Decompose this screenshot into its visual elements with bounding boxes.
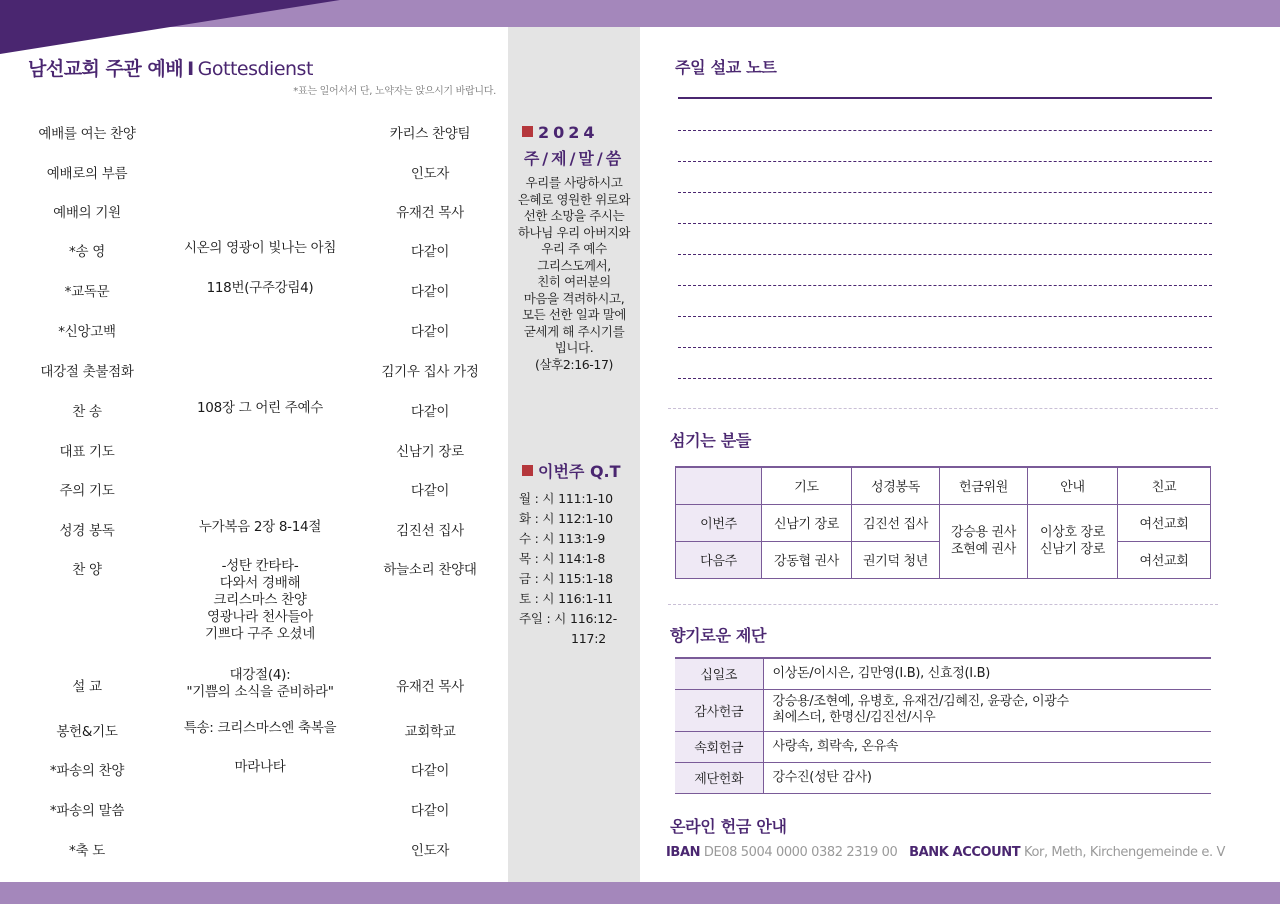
note-line	[678, 223, 1212, 224]
order-item: 성경 봉독	[59, 523, 115, 539]
online-giving-title: 온라인 헌금 안내	[670, 817, 787, 836]
theme-heading	[522, 123, 599, 142]
order-content: 특송: 크리스마스엔 축복을	[183, 720, 337, 736]
offering-label: 십일조	[675, 658, 763, 689]
servers-header: 기도	[762, 467, 852, 504]
note-line	[678, 378, 1212, 379]
order-leader: 신남기 장로	[396, 444, 464, 460]
qt-item: 목 : 시 114:1-8	[519, 551, 606, 566]
offering-label: 속회헌금	[675, 731, 763, 762]
order-item: 봉헌&기도	[56, 724, 118, 740]
offering-label: 감사헌금	[675, 689, 763, 731]
order-leader: 다같이	[410, 244, 450, 260]
order-leader: 유재건 목사	[396, 205, 464, 221]
title-korean: 남선교회 주관 예배	[28, 58, 184, 80]
info-panel	[640, 27, 1280, 882]
servers-row-label: 다음주	[676, 541, 762, 578]
order-content: 118번(구주강림4)	[206, 280, 314, 296]
theme-title: 주/제/말/씀	[523, 149, 625, 168]
title-separator: I	[187, 58, 194, 80]
theme-column	[508, 27, 640, 882]
section-divider	[668, 408, 1218, 409]
order-item: 찬 송	[72, 404, 102, 420]
qt-heading-text: 이번주 Q.T	[538, 462, 621, 481]
order-leader: 다같이	[410, 803, 450, 819]
note-line	[678, 192, 1212, 193]
order-leader: 다같이	[410, 483, 450, 499]
order-content: 마라나타	[234, 759, 286, 775]
order-leader: 다같이	[410, 284, 450, 300]
bank-account-label: BANK ACCOUNT	[909, 845, 1021, 860]
order-leader: 하늘소리 찬양대	[383, 562, 477, 578]
order-content: -성탄 칸타타- 다와서 경배해 크리스마스 찬양 영광나라 천사들아 기쁘다 구주 오셨네	[205, 558, 315, 642]
servers-cell: 신남기 장로	[762, 504, 852, 541]
note-line	[678, 347, 1212, 348]
order-item: 예배로의 부름	[46, 166, 128, 182]
order-item: *파송의 찬양	[49, 763, 125, 779]
servers-title: 섬기는 분들	[670, 431, 752, 450]
section-divider	[668, 604, 1218, 605]
servers-row-label: 이번주	[676, 504, 762, 541]
qt-item: 주일 : 시 116:12-	[519, 611, 618, 626]
order-leader: 카리스 찬양팀	[389, 126, 471, 142]
servers-cell: 여선교회	[1118, 504, 1211, 541]
offering-value: 강승용/조현예, 유병호, 유재건/김혜진, 윤광순, 이광수 최에스더, 한명신/김진선/시우	[763, 689, 1211, 731]
order-item: *교독문	[64, 284, 110, 300]
order-item: *신앙고백	[58, 324, 116, 340]
order-leader: 유재건 목사	[396, 679, 464, 695]
offerings-table	[675, 657, 1211, 794]
qt-list	[519, 489, 639, 649]
order-content: 누가복음 2장 8-14절	[198, 519, 322, 535]
square-marker-icon	[522, 126, 533, 137]
servers-header: 안내	[1028, 467, 1118, 504]
servers-usher-cell: 이상호 장로 신남기 장로	[1028, 504, 1118, 578]
order-item: *축 도	[69, 843, 105, 859]
note-line	[678, 130, 1212, 131]
note-line	[678, 254, 1212, 255]
order-leader: 김기우 집사 가정	[381, 364, 479, 380]
worship-order-panel	[0, 27, 508, 882]
order-leader: 다같이	[410, 324, 450, 340]
order-leader: 인도자	[410, 166, 450, 182]
offering-value: 사랑속, 희락속, 온유속	[763, 731, 1211, 762]
theme-verse: 우리를 사랑하시고 은혜로 영원한 위로와 선한 소망을 주시는 하나님 우리 아버지와 우리 주 예수 그리스도께서, 친히 여러분의 마음을 격려하시고, 모든 선한 일과 말에 굳세게 해 주시기를 빕니다. (살후2:16-17)	[517, 175, 631, 372]
servers-cell: 김진선 집사	[852, 504, 940, 541]
order-item: 예배를 여는 찬양	[38, 126, 136, 142]
qt-heading	[522, 459, 621, 482]
order-item: 대표 기도	[59, 444, 115, 460]
note-line	[678, 161, 1212, 162]
order-item: 예배의 기원	[53, 205, 121, 221]
order-leader: 인도자	[410, 843, 450, 859]
order-item: *송 영	[69, 244, 105, 260]
servers-header: 헌금위원	[940, 467, 1028, 504]
servers-cell: 강동협 권사	[762, 541, 852, 578]
order-item: 설 교	[72, 679, 102, 695]
servers-header: 성경봉독	[852, 467, 940, 504]
order-item: 대강절 촛불점화	[40, 364, 134, 380]
page-title	[28, 54, 313, 81]
bank-account-value: Kor, Meth, Kirchengemeinde e. V	[1023, 845, 1225, 860]
order-leader: 김진선 집사	[396, 523, 464, 539]
order-content: 대강절(4): "기쁨의 소식을 준비하라"	[186, 667, 334, 700]
servers-table	[675, 466, 1211, 579]
order-content: 108장 그 어린 주예수	[196, 400, 324, 416]
qt-item: 화 : 시 112:1-10	[519, 511, 613, 526]
order-item: 주의 기도	[59, 483, 115, 499]
iban-value: DE08 5004 0000 0382 2319 00	[703, 845, 898, 860]
sermon-notes-title: 주일 설교 노트	[675, 58, 777, 77]
title-german: Gottesdienst	[197, 58, 313, 80]
order-item: 찬 양	[72, 562, 102, 578]
square-marker-icon	[522, 465, 533, 476]
servers-corner-cell	[676, 467, 762, 504]
bottom-band	[0, 882, 1280, 904]
order-leader: 다같이	[410, 404, 450, 420]
order-leader: 교회학교	[404, 724, 456, 740]
qt-item: 수 : 시 113:1-9	[519, 531, 606, 546]
order-leader: 다같이	[410, 763, 450, 779]
offering-label: 제단헌화	[675, 762, 763, 793]
bank-info	[666, 845, 1225, 860]
qt-item: 토 : 시 116:1-11	[519, 591, 613, 606]
order-item: *파송의 말씀	[49, 803, 125, 819]
standing-note: *표는 일어서서 단, 노약자는 앉으시기 바랍니다.	[293, 86, 496, 97]
order-content: 시온의 영광이 빛나는 아침	[183, 240, 337, 256]
servers-cell: 여선교회	[1118, 541, 1211, 578]
qt-item: 월 : 시 111:1-10	[519, 491, 613, 506]
theme-year: 2024	[538, 123, 599, 142]
iban-label: IBAN	[666, 845, 701, 860]
servers-cell: 권기덕 청년	[852, 541, 940, 578]
offering-value: 이상돈/이시은, 김만영(I.B), 신효정(I.B)	[763, 658, 1211, 689]
offerings-title: 향기로운 제단	[670, 626, 767, 645]
servers-header: 친교	[1118, 467, 1211, 504]
qt-item: 금 : 시 115:1-18	[519, 571, 613, 586]
qt-item-continuation: 117:2	[571, 631, 607, 646]
servers-offering-cell: 강승용 권사 조현예 권사	[940, 504, 1028, 578]
note-line	[678, 316, 1212, 317]
offering-value: 강수진(성탄 감사)	[763, 762, 1211, 793]
note-line	[678, 285, 1212, 286]
notes-underline	[678, 97, 1212, 99]
